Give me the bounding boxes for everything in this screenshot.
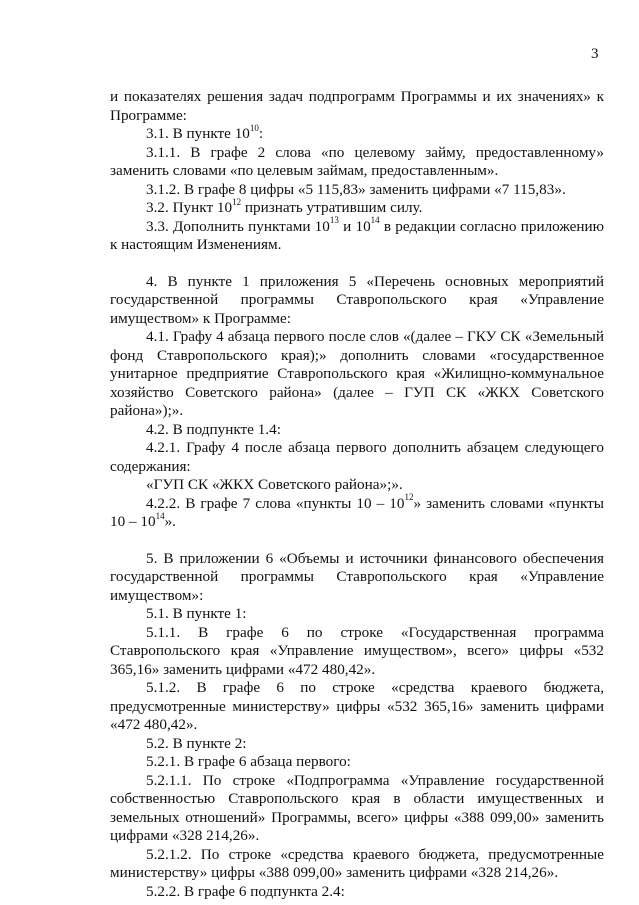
paragraph: 3.3. Дополнить пунктами $10^{13}$ и $10^{14}$ в редакции согласно приложению к настоящим Изменениям.: [110, 215, 604, 253]
paragraph: 5.2.1. В графе 6 абзаца первого:: [146, 753, 351, 770]
paragraph: 4. В пункте 1 приложения 5 «Перечень основных мероприятий государственной программы Ставропольского края «Управление имуществом» к Программе:: [110, 272, 604, 327]
paragraph: 3.1.1. В графе 2 слова «по целевому займу, предоставленному» заменить словами «по целевым займам, предоставленным».: [110, 143, 604, 179]
paragraph-gap: [110, 255, 604, 273]
paragraph: 5.1.1. В графе 6 по строке «Государственная программа Ставропольского края «Управление имуществом», всего» цифры «532 365,16» заменить цифрами «472 480,42».: [110, 623, 604, 678]
paragraph: 5.2. В пункте 2:: [146, 734, 247, 752]
paragraph: 3.1.2. В графе 8 цифры «5 115,83» заменить цифрами «7 115,83».: [146, 180, 566, 198]
page-number: 3: [591, 46, 599, 62]
paragraph: 5.2.2. В графе 6 подпункта 2.4:: [146, 882, 345, 900]
paragraph: 4.2. В подпункте 1.4:: [146, 420, 281, 438]
paragraph: «ГУП СК «ЖКХ Советского района»;».: [146, 476, 403, 493]
document-body: [110, 88, 604, 901]
paragraph: 4.1. Графу 4 абзаца первого после слов «(далее – ГКУ СК «Земельный фонд Ставропольского края);» дополнить словами «государственное унитарное предприятие Ставропольского края «Жилищно-коммунальное хозяйство Советского района» (далее – ГУП СК «ЖКХ Советского района»);».: [110, 328, 604, 419]
paragraph: 5.1.2. В графе 6 по строке «средства краевого бюджета, предусмотренные министерству» цифры «532 365,16» заменить цифрами «472 480,42».: [110, 679, 604, 733]
paragraph: 3.2. Пункт $10^{12}$ признать утратившим силу.: [146, 196, 423, 216]
paragraph: 5.2.1.2. По строке «средства краевого бюджета, предусмотренные министерству» цифры «388 099,00» заменить цифрами «328 214,26».: [110, 845, 604, 881]
paragraph: 5.1. В пункте 1:: [146, 605, 247, 622]
paragraph: и показателях решения задач подпрограмм Программы и их значениях» к Программе:: [110, 88, 604, 124]
paragraph: 4.2.2. В графе 7 слова «пункты $10 - 10^{12}$» заменить словами «пункты $10 - 10^{14}$».: [110, 492, 604, 530]
paragraph: 4.2.1. Графу 4 после абзаца первого дополнить абзацем следующего содержания:: [110, 439, 604, 475]
paragraph-gap: [110, 532, 604, 550]
paragraph: 3.1. В пункте $10^{10}$:: [146, 122, 264, 142]
paragraph: 5.2.1.1. По строке «Подпрограмма «Управление государственной собственностью Ставропольского края в области имущественных и земельных отношений» Программы, всего» цифры «388 099,00» заменить цифрами «328 214,26».: [110, 771, 604, 844]
paragraph: 5. В приложении 6 «Объемы и источники финансового обеспечения государственной программы Ставропольского края «Управление имуществом»:: [110, 549, 604, 604]
